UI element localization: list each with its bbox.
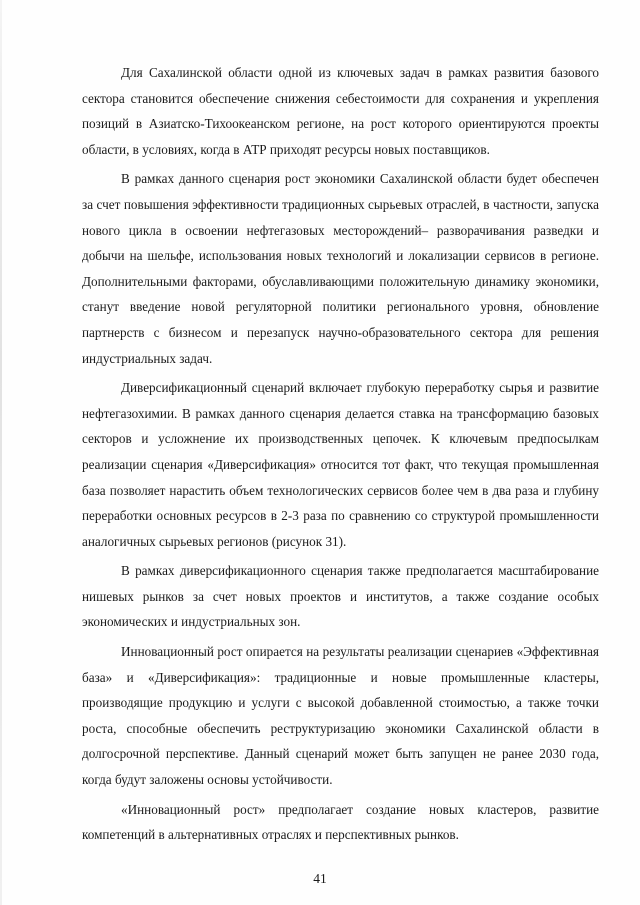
paragraph: Диверсификационный сценарий включает глубокую переработку сырья и развитие нефтегазохимии. В рамках данного сценария делается ставка на трансформацию базовых секторов и усложнение их производственных цепочек. К ключевым предпосылкам реализации сценария «Диверсификация» относится тот факт, что текущая промышленная база позволяет нарастить объем технологических сервисов более чем в два раза и глубину переработки основных ресурсов в 2-3 раза по сравнению со структурой промышленности аналогичных сырьевых регионов (рисунок 31).	[82, 380, 599, 549]
paragraph: «Инновационный рост» предполагает создание новых кластеров, развитие компетенций в альтернативных отраслях и перспективных рынков.	[82, 801, 599, 843]
paragraph: В рамках данного сценария рост экономики Сахалинской области будет обеспечен за счет повышения эффективности традиционных сырьевых отраслей, в частности, запуска нового цикла в освоении нефтегазовых месторождений– разворачивания разведки и добычи на шельфе, использования новых технологий и локализации сервисов в регионе. Дополнительными факторами, обуславливающими положительную динамику экономики, станут введение новой регуляторной политики регионального уровня, обновление партнерств с бизнесом и перезапуск научно-образовательного сектора для решения индустриальных задач.	[82, 171, 599, 366]
paragraph: Инновационный рост опирается на результаты реализации сценариев «Эффективная база» и «Диверсификация»: традиционные и новые промышленные кластеры, производящие продукцию и услуги с высокой добавленной стоимостью, а также точки роста, способные обеспечить реструктуризацию экономики Сахалинской области в долгосрочной перспективе. Данный сценарий может быть запущен не ранее 2030 года, когда будут заложены основы устойчивости.	[82, 644, 599, 788]
paragraph: Для Сахалинской области одной из ключевых задач в рамках развития базового сектора становится обеспечение снижения себестоимости для сохранения и укрепления позиций в Азиатско-Тихоокеанском регионе, на рост которого ориентируются проекты области, в условиях, когда в АТР приходят ресурсы новых поставщиков.	[82, 65, 599, 157]
scan-edge	[0, 0, 2, 905]
page-number: 41	[313, 871, 327, 886]
body-text	[82, 60, 599, 852]
paragraph: В рамках диверсификационного сценария также предполагается масштабирование нишевых рынков за счет новых проектов и институтов, а также создание особых экономических и индустриальных зон.	[82, 563, 599, 630]
